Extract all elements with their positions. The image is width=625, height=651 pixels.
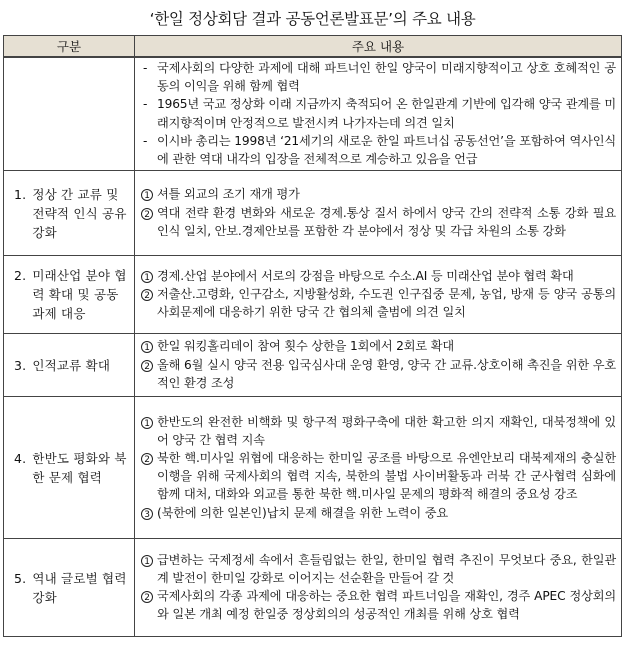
category-label: 역내 글로벌 협력 강화: [32, 570, 127, 605]
list-item: 1 경제.산업 분야에서 서로의 강점을 바탕으로 수소.AI 등 미래산업 분야 협력 확대: [141, 267, 616, 285]
category-label: 정상 간 교류 및 전략적 인식 공유 강화: [32, 186, 127, 240]
circled-number: 1: [141, 271, 153, 283]
category-label: 한반도 평화와 북한 문제 협력: [32, 450, 127, 485]
category-label: 미래산업 분야 협력 확대 및 공동 과제 대응: [32, 268, 127, 322]
summary-table: [3, 35, 622, 637]
circled-number: 2: [141, 360, 153, 372]
category-cell: 2. 미래산업 분야 협력 확대 및 공동 과제 대응: [4, 256, 135, 334]
category-cell: 1. 정상 간 교류 및 전략적 인식 공유 강화: [4, 171, 135, 256]
content-cell: [135, 539, 622, 637]
list-item: 2 북한 핵.미사일 위협에 대응하는 한미일 공조를 바탕으로 유엔안보리 대북제재의 충실한 이행을 위해 국제사회의 협력 지속, 북한의 불법 사이버활동과 러북 간 군사협력 심화에 함께 대처, 대화와 외교를 통한 북한 핵.미사일 문제의 평화적 해결의 중요성 강조: [141, 449, 616, 504]
table-row: [4, 539, 622, 637]
category-cell: 3. 인적교류 확대: [4, 334, 135, 397]
circled-number: 2: [141, 453, 153, 465]
header-content: 주요 내용: [135, 36, 622, 58]
circled-number: 1: [141, 555, 153, 567]
table-header-row: [4, 36, 622, 58]
list-item: - 이시바 총리는 1998년 ‘21세기의 새로운 한일 파트너십 공동선언’을 포함하여 역사인식에 관한 역대 내각의 입장을 전체적으로 계승하고 있음을 언급: [143, 133, 616, 167]
list-item: 2 역대 전략 환경 변화와 새로운 경제.통상 질서 하에서 양국 간의 전략적 소통 강화 필요 인식 일치, 안보.경제안보를 포함한 각 분야에서 정상 및 각급 차원의 소통 강화: [141, 204, 616, 240]
intro-content-cell: [135, 57, 622, 171]
table-row: [4, 397, 622, 539]
content-cell: [135, 397, 622, 539]
category-cell: 5. 역내 글로벌 협력 강화: [4, 539, 135, 637]
circled-number: 1: [141, 417, 153, 429]
table-row-intro: [4, 57, 622, 171]
document-title: ‘한일 정상회담 결과 공동언론발표문’의 주요 내용: [149, 10, 476, 28]
circled-number: 3: [141, 508, 153, 520]
header-category: 구분: [4, 36, 135, 58]
table-row: [4, 334, 622, 397]
list-item: - 국제사회의 다양한 과제에 대해 파트너인 한일 양국이 미래지향적이고 상호 호혜적인 공동의 이익을 위해 함께 협력: [143, 61, 616, 94]
content-cell: [135, 256, 622, 334]
list-item: 2 국제사회의 각종 과제에 대응하는 중요한 협력 파트너임을 재확인, 경주 APEC 정상회의와 일본 개최 예정 한일중 정상회의의 성공적인 개최를 위해 상호 협력: [141, 587, 616, 623]
list-item: 1 셔틀 외교의 조기 재개 평가: [141, 185, 616, 203]
table-row: [4, 171, 622, 256]
table-row: [4, 256, 622, 334]
circled-number: 1: [141, 189, 153, 201]
circled-number: 1: [141, 341, 153, 353]
list-item: 2 저출산.고령화, 인구감소, 지방활성화, 수도권 인구집중 문제, 농업, 방재 등 양국 공통의 사회문제에 대응하기 위한 당국 간 협의체 출범에 의견 일치: [141, 285, 616, 321]
list-item: 2 올해 6월 실시 양국 전용 입국심사대 운영 환영, 양국 간 교류.상호이해 촉진을 위한 우호적인 환경 조성: [141, 356, 616, 392]
category-label: 인적교류 확대: [32, 357, 111, 373]
list-item: 1 한일 워킹홀리데이 참여 횟수 상한을 1회에서 2회로 확대: [141, 337, 616, 355]
list-item: - 1965년 국교 정상화 이래 지금까지 축적되어 온 한일관계 기반에 입각해 양국 관계를 미래지향적이며 안정적으로 발전시켜 나가자는데 의견 일치: [143, 97, 616, 130]
list-item: 3 (북한에 의한 일본인)납치 문제 해결을 위한 노력이 중요: [141, 504, 616, 522]
circled-number: 2: [141, 289, 153, 301]
intro-category-cell: [4, 57, 135, 171]
list-item: 1 한반도의 완전한 비핵화 및 항구적 평화구축에 대한 확고한 의지 재확인, 대북정책에 있어 양국 간 협력 지속: [141, 413, 616, 449]
content-cell: [135, 171, 622, 256]
list-item: 1 급변하는 국제정세 속에서 흔들림없는 한일, 한미일 협력 추진이 무엇보다 중요, 한일관계 발전이 한미일 강화로 이어지는 선순환을 만들어 갈 것: [141, 551, 616, 587]
content-cell: [135, 334, 622, 397]
circled-number: 2: [141, 208, 153, 220]
category-cell: 4. 한반도 평화와 북한 문제 협력: [4, 397, 135, 539]
circled-number: 2: [141, 591, 153, 603]
